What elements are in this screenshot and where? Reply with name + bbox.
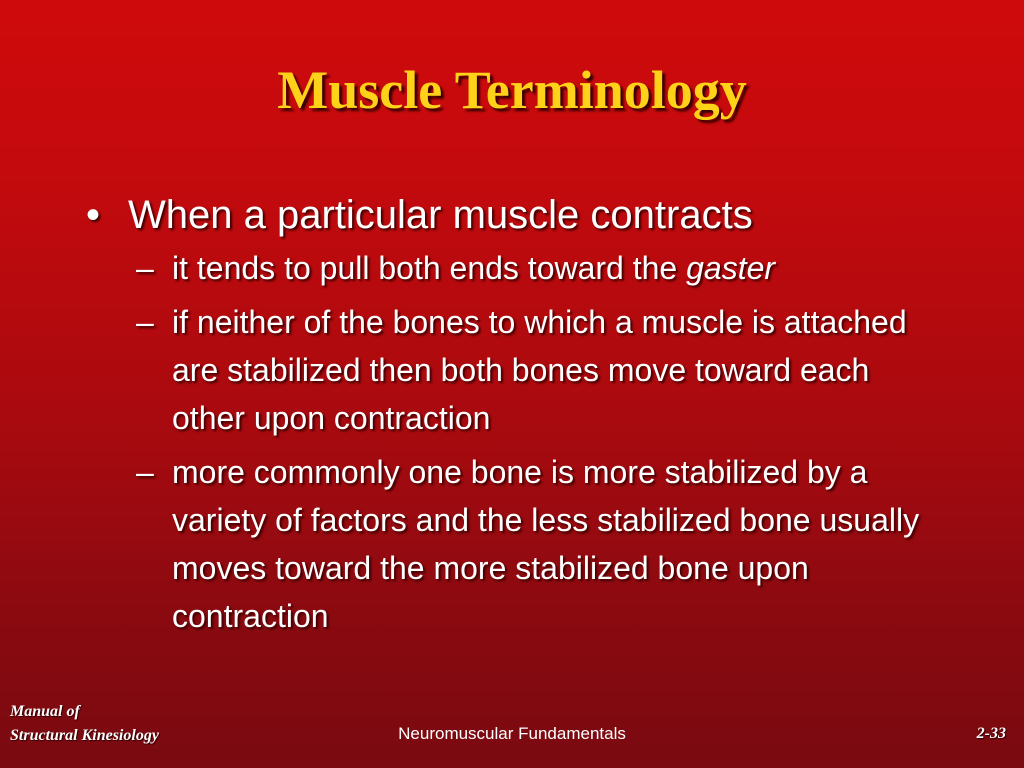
sub-bullet-text: it tends to pull both ends toward the — [172, 250, 687, 286]
sub-bullet-item — [136, 448, 946, 640]
bullet-marker: • — [86, 193, 101, 237]
sub-bullet-list — [86, 244, 946, 640]
sub-bullet-item — [136, 298, 946, 442]
slide-title: Muscle Terminology — [277, 60, 747, 120]
bullet-item — [86, 190, 946, 240]
bullet-text: When a particular muscle contracts — [128, 193, 753, 237]
footer-book-line1: Manual of — [10, 703, 80, 720]
sub-bullet-item — [136, 244, 946, 292]
footer-chapter: Neuromuscular Fundamentals — [398, 724, 626, 743]
sub-bullet-text: if neither of the bones to which a muscle is attached are stabilized then both bones move toward each other upon contraction — [172, 304, 907, 436]
sub-bullet-emphasis: gaster — [686, 250, 776, 286]
slide-content — [86, 190, 946, 646]
sub-bullet-text: more commonly one bone is more stabilized by a variety of factors and the less stabilized bone usually moves toward the more stabilized bone upon contraction — [172, 454, 920, 634]
sub-bullet-marker: – — [136, 250, 154, 286]
footer-book-line2: Structural Kinesiology — [10, 727, 159, 744]
sub-bullet-marker: – — [136, 304, 154, 340]
sub-bullet-marker: – — [136, 454, 154, 490]
footer-page-number: 2-33 — [976, 725, 1006, 742]
